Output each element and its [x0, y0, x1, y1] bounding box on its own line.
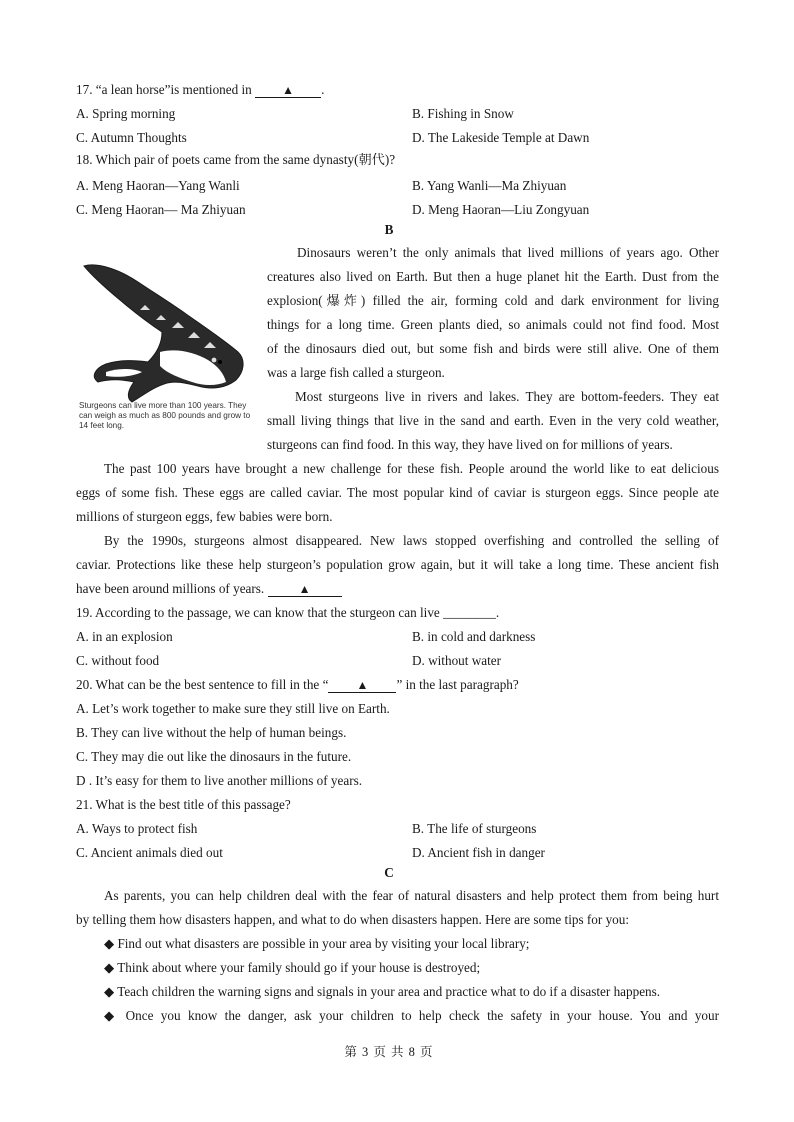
q18-stem: 18. Which pair of poets came from the same dynasty(朝代)?: [76, 152, 396, 167]
q21-option-a: A. Ways to protect fish: [76, 821, 198, 836]
passage-b-p1-line: of the dinosaurs died out, but some fish and birds were still alive. One of them: [267, 341, 719, 356]
passage-b-p1-line: explosion(爆炸) filled the air, forming cold and dark environment for living: [267, 293, 719, 308]
q20-answer-blank: ▲: [328, 678, 396, 693]
q18-option-c: C. Meng Haoran— Ma Zhiyuan: [76, 202, 246, 217]
q19-option-d: D. without water: [412, 653, 501, 668]
passage-b-p2-line: Most sturgeons live in rivers and lakes. They are bottom-feeders. They eat: [295, 389, 719, 404]
passage-b-p3-line: The past 100 years have brought a new challenge for these fish. People around the world like to eat delicious: [104, 461, 719, 476]
q21-option-b: B. The life of sturgeons: [412, 821, 537, 836]
q20-option-d: D . It’s easy for them to live another millions of years.: [76, 773, 363, 788]
passage-b-p3-line: eggs of some fish. These eggs are called caviar. The most popular kind of caviar is sturgeon eggs. Since people ate: [76, 485, 719, 500]
tip-list-item: ◆ Find out what disasters are possible in your area by visiting your local library;: [104, 936, 530, 951]
passage-c-intro-line: by telling them how disasters happen, and what to do when disasters happen. Here are some tips for you:: [76, 912, 630, 927]
q17-option-a: A. Spring morning: [76, 106, 176, 121]
passage-b-p3-line: millions of sturgeon eggs, few babies were born.: [76, 509, 333, 524]
passage-b-p2-line: small living things that live in the sand and earth. Even in the very cold weather,: [267, 413, 719, 428]
q17-answer-blank: ▲: [255, 83, 321, 98]
q18-option-a: A. Meng Haoran—Yang Wanli: [76, 178, 240, 193]
q20-stem: 20. What can be the best sentence to fill in the “ ▲ ” in the last paragraph?: [76, 677, 519, 692]
passage-c-intro-line: As parents, you can help children deal with the fear of natural disasters and help protect them from being hurt: [104, 888, 719, 903]
passage-b-p1-line: Dinosaurs weren’t the only animals that lived millions of years ago. Other: [297, 245, 719, 260]
sturgeon-illustration: [76, 246, 256, 426]
passage-b-p4-line: By the 1990s, sturgeons almost disappeared. New laws stopped overfishing and controlled the selling of: [104, 533, 719, 548]
passage-b-p1-line: things for a long time. Green plants died, so animals could not find food. Most: [267, 317, 719, 332]
tip-list-item: ◆ Think about where your family should go if your house is destroyed;: [104, 960, 481, 975]
q18-option-d: D. Meng Haoran—Liu Zongyuan: [412, 202, 590, 217]
q18-option-b: B. Yang Wanli—Ma Zhiyuan: [412, 178, 567, 193]
q17-stem: 17. “a lean horse”is mentioned in ▲ .: [76, 82, 325, 97]
q20-option-c: C. They may die out like the dinosaurs in the future.: [76, 749, 352, 764]
section-b-heading: B: [384, 222, 394, 237]
passage-b-p4-line: caviar. Protections like these help sturgeon’s population grow again, but it will take a long time. These ancient fish: [76, 557, 719, 572]
tip-list-item: ◆ Once you know the danger, ask your children to help check the safety in your house. You and your: [104, 1008, 719, 1023]
q20-option-b: B. They can live without the help of human beings.: [76, 725, 347, 740]
section-c-heading: C: [384, 865, 394, 880]
q17-option-c: C. Autumn Thoughts: [76, 130, 187, 145]
passage-b-p4-line: have been around millions of years. ▲: [76, 581, 342, 597]
q17-option-b: B. Fishing in Snow: [412, 106, 514, 121]
q17-option-d: D. The Lakeside Temple at Dawn: [412, 130, 590, 145]
passage-b-p1-line: creatures also lived on Earth. But then a huge planet hit the Earth. Dust from the: [267, 269, 719, 284]
q19-option-c: C. without food: [76, 653, 160, 668]
passage-b-p1-line: was a large fish called a sturgeon.: [267, 365, 445, 380]
q19-option-b: B. in cold and darkness: [412, 629, 536, 644]
q21-stem: 21. What is the best title of this passage?: [76, 797, 291, 812]
q19-option-a: A. in an explosion: [76, 629, 173, 644]
tip-list-item: ◆ Teach children the warning signs and signals in your area and practice what to do if a disaster happens.: [104, 984, 661, 999]
q20-option-a: A. Let’s work together to make sure they still live on Earth.: [76, 701, 390, 716]
q21-option-d: D. Ancient fish in danger: [412, 845, 545, 860]
figure-caption: Sturgeons can live more than 100 years. They can weigh as much as 800 pounds and grow to 14 feet long.: [79, 401, 251, 430]
q21-option-c: C. Ancient animals died out: [76, 845, 223, 860]
passage-b-p2-line: sturgeons can find food. In this way, they have lived on for millions of years.: [267, 437, 673, 452]
page-number: 第 3 页 共 8 页: [344, 1045, 434, 1059]
passage-b-answer-blank: ▲: [268, 582, 342, 597]
q19-stem: 19. According to the passage, we can know that the sturgeon can live ________.: [76, 605, 500, 620]
